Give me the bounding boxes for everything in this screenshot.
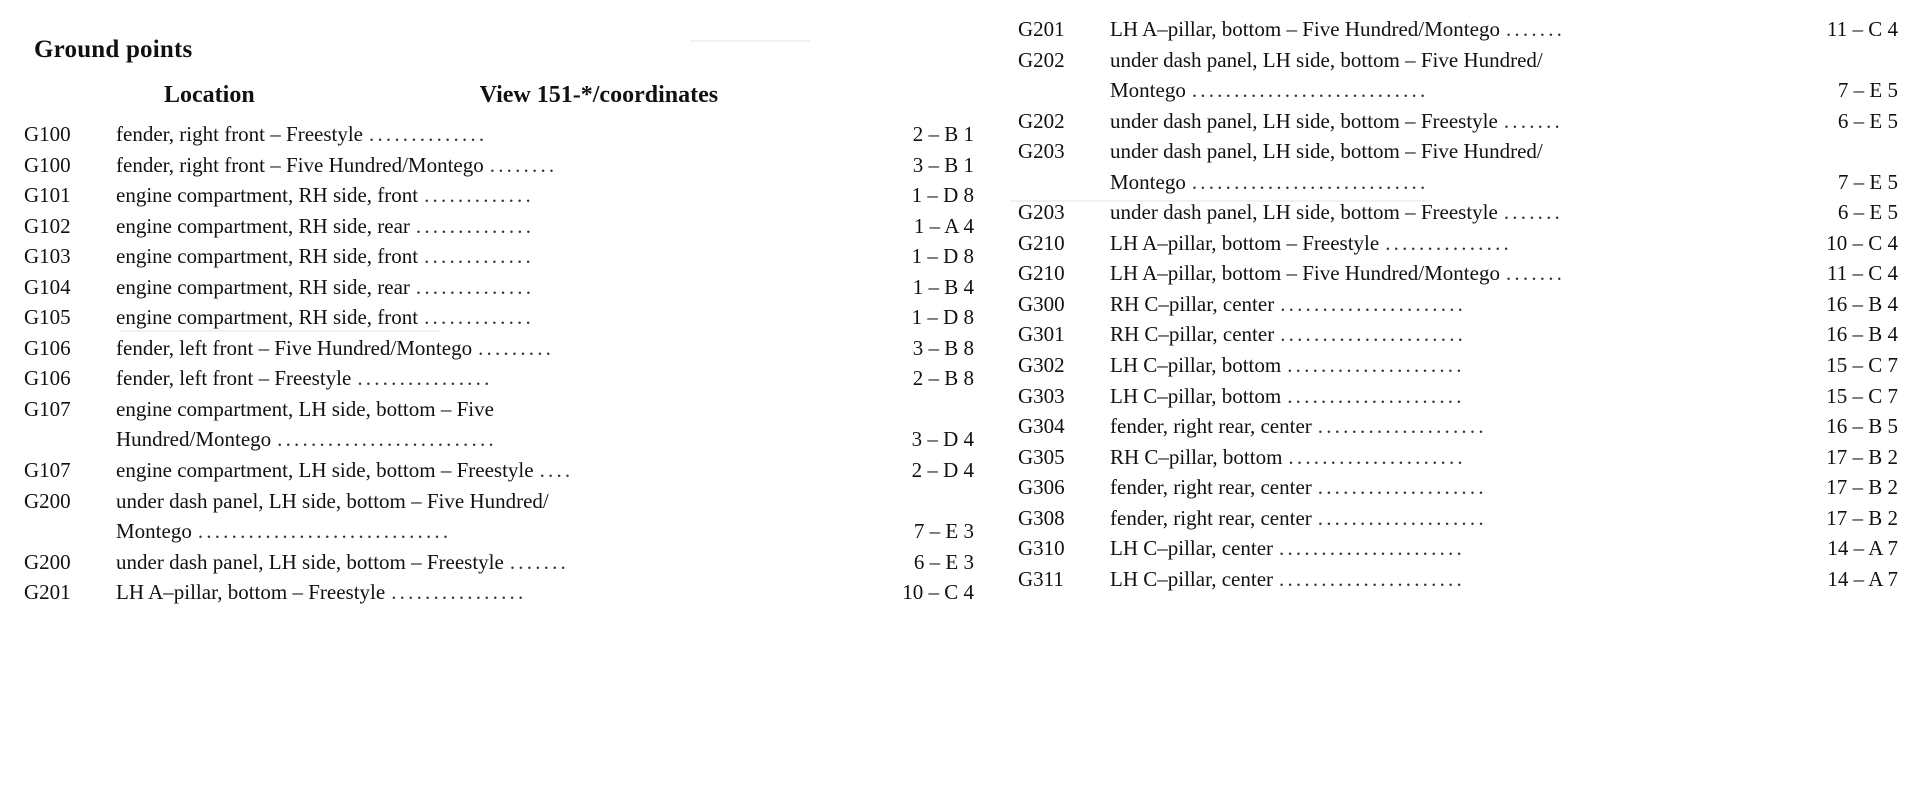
table-row <box>1018 472 1898 503</box>
leader-dots: ............................ <box>1191 169 1429 194</box>
view-coordinate: 1 – B 4 <box>912 274 974 299</box>
right-column <box>1018 14 1898 594</box>
ground-point-description <box>116 424 852 455</box>
ground-point-code: G303 <box>1018 383 1065 408</box>
leader-dots: ...................... <box>1279 566 1465 591</box>
leader-dots: ..................... <box>1288 444 1466 469</box>
table-row <box>1018 228 1898 259</box>
ground-point-description <box>116 211 852 242</box>
leader-dots: ...................... <box>1279 536 1465 561</box>
table-row <box>24 119 974 150</box>
ground-point-description <box>1110 289 1776 320</box>
ground-point-description <box>1110 350 1776 381</box>
view-coordinate: 7 – E 5 <box>1837 78 1898 103</box>
table-row <box>24 211 974 242</box>
ground-point-description <box>116 363 852 394</box>
table-row <box>24 455 974 486</box>
table-row <box>1018 258 1898 289</box>
ground-point-code: G311 <box>1018 566 1064 591</box>
leader-dots: ............................ <box>1191 78 1429 103</box>
ground-point-code: G310 <box>1018 536 1065 561</box>
ground-point-code: G100 <box>24 122 71 146</box>
table-row <box>24 333 974 364</box>
description-text: fender, right rear, center <box>1110 414 1312 439</box>
view-coordinate: 2 – D 4 <box>911 458 974 483</box>
ground-point-description <box>116 547 852 578</box>
view-coordinate: 3 – D 4 <box>911 427 974 452</box>
ground-point-description <box>116 241 852 272</box>
leader-dots: ............... <box>1385 230 1512 255</box>
leader-dots: .............. <box>415 274 535 299</box>
table-row <box>1018 197 1898 228</box>
leader-dots: ........ <box>489 152 558 177</box>
leader-dots: ....... <box>1505 17 1566 41</box>
ground-point-description <box>1110 14 1776 45</box>
ground-point-code: G106 <box>24 366 71 391</box>
ground-point-description <box>116 516 852 547</box>
ground-point-code: G101 <box>24 183 71 208</box>
ground-point-description <box>116 486 852 517</box>
leader-dots: ....... <box>1505 261 1566 286</box>
header-location: Location <box>164 82 255 108</box>
view-coordinate: 16 – B 4 <box>1826 291 1898 316</box>
ground-point-code: G106 <box>24 335 71 360</box>
description-text: RH C–pillar, center <box>1110 322 1275 347</box>
table-row <box>1018 350 1898 381</box>
description-text: LH C–pillar, bottom <box>1110 383 1282 408</box>
view-coordinate: 15 – C 7 <box>1826 353 1898 378</box>
view-coordinate: 14 – A 7 <box>1827 566 1898 591</box>
table-row <box>1018 381 1898 412</box>
description-text: fender, right front – Five Hundred/Montego <box>116 152 484 177</box>
ground-point-description <box>1110 381 1776 412</box>
ground-point-code: G305 <box>1018 444 1065 469</box>
view-coordinate: 2 – B 1 <box>912 122 974 146</box>
table-row <box>1018 167 1898 198</box>
leader-dots: ............. <box>424 183 534 208</box>
table-row <box>24 302 974 333</box>
description-text: under dash panel, LH side, bottom – Five Hundred/ <box>1110 139 1543 164</box>
description-text: Montego <box>1110 78 1186 103</box>
ground-point-code: G201 <box>24 580 71 605</box>
description-text: engine compartment, RH side, rear <box>116 274 410 299</box>
ground-point-code: G203 <box>1018 139 1065 164</box>
view-coordinate <box>852 394 974 425</box>
view-coordinate: 17 – B 2 <box>1826 475 1898 500</box>
leader-dots: .............................. <box>197 519 452 544</box>
view-coordinate: 1 – D 8 <box>911 183 974 208</box>
description-text: fender, right rear, center <box>1110 505 1312 530</box>
ground-point-description <box>1110 564 1776 595</box>
ground-point-code: G100 <box>24 152 71 177</box>
ground-point-code: G200 <box>24 549 71 574</box>
leader-dots: .................... <box>1317 475 1487 500</box>
leader-dots: ............. <box>424 244 534 269</box>
ground-point-code: G202 <box>1018 47 1065 72</box>
leader-dots: .......................... <box>277 427 497 452</box>
description-text: LH A–pillar, bottom – Five Hundred/Montego <box>1110 261 1500 286</box>
ground-point-description <box>1110 411 1776 442</box>
column-headers <box>24 82 974 109</box>
leader-dots: .............. <box>369 122 488 146</box>
description-text: Montego <box>116 519 192 544</box>
description-text: fender, left front – Five Hundred/Montego <box>116 335 473 360</box>
ground-point-description <box>116 455 852 486</box>
ground-point-description <box>1110 136 1776 167</box>
view-coordinate <box>852 486 974 517</box>
view-coordinate: 1 – D 8 <box>911 305 974 330</box>
leader-dots: .... <box>539 458 574 483</box>
ground-point-code: G301 <box>1018 322 1065 347</box>
ground-point-description <box>1110 106 1776 137</box>
ground-point-description <box>1110 442 1776 473</box>
description-text: engine compartment, LH side, bottom – Five <box>116 396 494 421</box>
left-column <box>24 14 974 608</box>
ground-point-code: G104 <box>24 274 71 299</box>
ground-point-code: G203 <box>1018 200 1065 225</box>
view-coordinate: 3 – B 8 <box>912 335 974 360</box>
view-coordinate: 17 – B 2 <box>1826 505 1898 530</box>
description-text: RH C–pillar, center <box>1110 291 1275 316</box>
table-row <box>24 547 974 578</box>
view-coordinate: 11 – C 4 <box>1827 17 1898 41</box>
view-coordinate: 16 – B 4 <box>1826 322 1898 347</box>
table-row <box>1018 564 1898 595</box>
description-text: engine compartment, LH side, bottom – Freestyle <box>116 458 534 483</box>
view-coordinate <box>1776 136 1898 167</box>
ground-point-code: G107 <box>24 458 71 483</box>
table-row <box>24 577 974 608</box>
view-coordinate: 7 – E 3 <box>913 519 974 544</box>
description-text: engine compartment, RH side, front <box>116 244 419 269</box>
leader-dots: ...................... <box>1280 322 1467 347</box>
ground-point-code: G202 <box>1018 108 1065 133</box>
description-text: fender, right rear, center <box>1110 475 1312 500</box>
ground-point-code: G308 <box>1018 505 1065 530</box>
ground-point-description <box>1110 45 1776 76</box>
description-text: LH C–pillar, bottom <box>1110 353 1282 378</box>
view-coordinate: 14 – A 7 <box>1827 536 1898 561</box>
ground-point-code <box>1018 75 1110 106</box>
description-text: LH A–pillar, bottom – Freestyle <box>1110 230 1380 255</box>
description-text: fender, left front – Freestyle <box>116 366 352 391</box>
ground-point-description <box>1110 228 1776 259</box>
ground-point-code: G302 <box>1018 353 1065 378</box>
table-body-left <box>24 119 974 608</box>
description-text: engine compartment, RH side, front <box>116 305 419 330</box>
description-text: under dash panel, LH side, bottom – Five Hundred/ <box>1110 47 1543 72</box>
table-row <box>1018 106 1898 137</box>
ground-point-description <box>1110 472 1776 503</box>
ground-point-code: G304 <box>1018 414 1065 439</box>
table-row <box>24 424 974 455</box>
ground-point-description <box>1110 75 1776 106</box>
ground-point-description <box>1110 167 1776 198</box>
view-coordinate: 1 – A 4 <box>913 213 974 238</box>
table-row <box>24 516 974 547</box>
ground-point-code: G300 <box>1018 291 1065 316</box>
table-row <box>24 241 974 272</box>
description-text: under dash panel, LH side, bottom – Freestyle <box>116 549 504 574</box>
ground-point-description <box>116 333 852 364</box>
leader-dots: ............. <box>424 305 534 330</box>
leader-dots: ......... <box>478 335 555 360</box>
view-coordinate: 17 – B 2 <box>1826 444 1898 469</box>
view-coordinate: 6 – E 5 <box>1837 108 1898 133</box>
leader-dots: .............. <box>415 213 535 238</box>
description-text: Montego <box>1110 169 1186 194</box>
leader-dots: .................... <box>1317 414 1487 439</box>
description-text: RH C–pillar, bottom <box>1110 444 1283 469</box>
description-text: LH C–pillar, center <box>1110 536 1274 561</box>
table-row <box>1018 136 1898 167</box>
table-body-right <box>1018 14 1898 594</box>
ground-point-description <box>1110 197 1776 228</box>
ground-point-code <box>24 516 116 547</box>
two-column-layout <box>24 14 1900 608</box>
ground-point-description <box>116 577 852 608</box>
leader-dots: ................ <box>357 366 493 391</box>
view-coordinate: 7 – E 5 <box>1837 169 1898 194</box>
ground-point-code: G200 <box>24 488 71 513</box>
table-row <box>1018 533 1898 564</box>
view-coordinate: 6 – E 3 <box>913 549 974 574</box>
description-text: under dash panel, LH side, bottom – Freestyle <box>1110 200 1498 225</box>
view-coordinate: 3 – B 1 <box>912 152 974 177</box>
view-coordinate: 15 – C 7 <box>1826 383 1898 408</box>
table-row <box>24 486 974 517</box>
ground-point-description <box>116 302 852 333</box>
description-text: Hundred/Montego <box>116 427 272 452</box>
description-text: LH C–pillar, center <box>1110 566 1274 591</box>
ground-point-description <box>1110 503 1776 534</box>
view-coordinate: 6 – E 5 <box>1837 200 1898 225</box>
table-row <box>24 180 974 211</box>
ground-point-description <box>1110 533 1776 564</box>
table-row <box>1018 75 1898 106</box>
ground-point-code: G107 <box>24 396 71 421</box>
description-text: fender, right front – Freestyle <box>116 122 363 146</box>
ground-point-code: G105 <box>24 305 71 330</box>
leader-dots: ....... <box>1503 200 1563 225</box>
table-row <box>24 150 974 181</box>
ground-point-description <box>1110 319 1776 350</box>
ground-point-description <box>116 394 852 425</box>
table-row <box>1018 503 1898 534</box>
ground-point-code: G210 <box>1018 230 1065 255</box>
table-row <box>1018 411 1898 442</box>
table-row <box>1018 45 1898 76</box>
description-text: under dash panel, LH side, bottom – Five Hundred/ <box>116 488 549 513</box>
ground-point-code <box>24 424 116 455</box>
page-title: Ground points <box>34 36 193 63</box>
table-row <box>1018 442 1898 473</box>
ground-point-code: G201 <box>1018 17 1065 41</box>
header-view-coordinates: View 151-*/coordinates <box>479 82 719 108</box>
view-coordinate <box>1776 45 1898 76</box>
leader-dots: ................ <box>391 580 527 605</box>
table-row <box>24 363 974 394</box>
leader-dots: ..................... <box>1287 353 1465 378</box>
table-row <box>24 272 974 303</box>
ground-point-description <box>116 150 852 181</box>
ground-point-code: G102 <box>24 213 71 238</box>
ground-point-description <box>1110 258 1776 289</box>
table-row <box>24 394 974 425</box>
ground-point-code: G103 <box>24 244 71 269</box>
description-text: engine compartment, RH side, front <box>116 183 419 208</box>
view-coordinate: 11 – C 4 <box>1827 261 1898 286</box>
leader-dots: ...................... <box>1280 291 1467 316</box>
ground-points-table-right <box>1018 14 1898 594</box>
ground-point-description <box>116 272 852 303</box>
description-text: engine compartment, RH side, rear <box>116 213 410 238</box>
ground-point-description <box>116 180 852 211</box>
view-coordinate: 10 – C 4 <box>902 580 974 605</box>
view-coordinate: 1 – D 8 <box>911 244 974 269</box>
ground-point-code: G210 <box>1018 261 1065 286</box>
leader-dots: ....... <box>509 549 569 574</box>
description-text: under dash panel, LH side, bottom – Freestyle <box>1110 108 1498 133</box>
table-row <box>1018 289 1898 320</box>
leader-dots: .................... <box>1317 505 1487 530</box>
ground-point-code <box>1018 167 1110 198</box>
ground-points-table-left <box>24 119 974 608</box>
ground-point-code: G306 <box>1018 475 1065 500</box>
table-row <box>1018 14 1898 45</box>
leader-dots: ....... <box>1503 108 1563 133</box>
view-coordinate: 2 – B 8 <box>912 366 974 391</box>
table-row <box>1018 319 1898 350</box>
ground-point-description <box>116 119 852 150</box>
description-text: LH A–pillar, bottom – Five Hundred/Montego <box>1110 17 1500 41</box>
view-coordinate: 10 – C 4 <box>1826 230 1898 255</box>
view-coordinate: 16 – B 5 <box>1826 414 1898 439</box>
leader-dots: ..................... <box>1287 383 1465 408</box>
description-text: LH A–pillar, bottom – Freestyle <box>116 580 386 605</box>
